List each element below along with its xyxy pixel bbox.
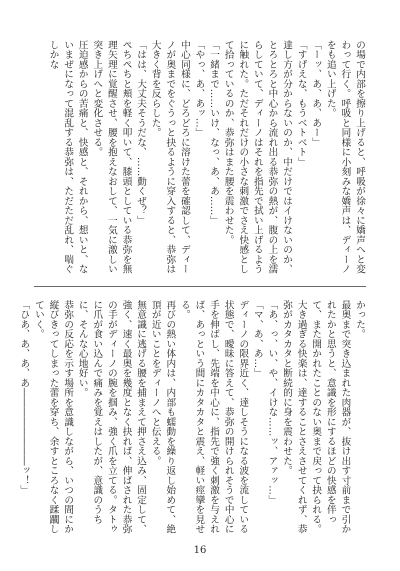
paragraph: 最奥まで突き込まれた肉器が、抜け出す寸前まで引かれたかと思うと、意識を形にするほどの快感を伴って、また開かれたことのない奥まで戻って抉られる。大き過ぎる快楽は、達することさえさせてくれず、恭弥がカタカタと断続的に身を震わせた。	[281, 300, 351, 534]
paragraph: ぺちぺちと頬を軽く叩いて、膝頭としている恭弥を無理矢理に覚醒させ、腰を抱えなおして、一気に激しい突き上げへと変化させる。	[91, 40, 132, 274]
paragraph: かった。	[354, 300, 365, 339]
page-number: 16	[193, 545, 207, 556]
text-block-bottom	[18, 300, 366, 538]
dialogue-line: 「やっ、あ、あッ…」	[193, 40, 205, 138]
dialogue-line: 「マ、あ、あ…」	[251, 300, 263, 378]
dialogue-line: 「ひあ、あ、あ、あ――――――――ッ！」	[18, 300, 30, 495]
dialogue-line: 「一緒まで……いけ、なっ、あ、あ……」	[208, 40, 220, 226]
dialogue-line: 「あ、っ、い、や、イけな……ッ、アァッ…」	[266, 300, 278, 505]
paragraph: 無意識に逃げる腰を捕まえて押さえ込み、固定して、強く、速く最奥を幾度となく抉れば、伸ばされた恭弥の手がディーノの腕を掴み、強く爪を立てる。タトゥに爪が食い込んで痛みを覚えはしたが、意識のうちに、そんな心地好い。	[76, 300, 147, 534]
dialogue-line: 「すげえな、もうベトベト」	[295, 40, 307, 167]
paragraph: ディーノの限界近く、達しそうになる波を流している状態で、曖昧に答えて、恭弥の開けられそうで中心に手を伸ばし、先端を中心に、指先で強く刺激を与えれば、あっという間にカタカタと震え、軽い痙攣を見せる。	[178, 300, 249, 534]
paragraph: 達し方が分からないのか、中だけではイけないのか、とろとろと中心から流れ出る恭弥の熱が、腹の上を濡らしていて、ディーノはそれを指先で拭い上げるように触れた。ただそれだけの小さな刺激でさえ快感として拾っているのか、恭弥はまた腰を震わせた。	[222, 40, 293, 274]
paragraph: の場で内部を擦り上げると、呼吸が徐々に嬌声へと変わって行く。呼吸と同様に小刻みな嬌声は、ディーノをも追い上げた。	[324, 40, 365, 274]
paragraph: 圧迫感からの苦痛と、快感と、それから、想いと、ないまぜになって混乱する恭弥は、ただただ乱れ、喘ぐしかな	[47, 40, 88, 274]
text-block-top	[34, 40, 366, 276]
paragraph: 再びの熱い体内は、内部も蠕動を繰り返し始めて、絶頂が近いことをディーノへと伝える。	[149, 300, 176, 534]
dialogue-line: 「はは、大丈夫そうだな、……動くぜ？」	[135, 40, 147, 226]
paragraph: 恭弥の反応を示す場所を意識しながら、いつの間にか縦びきってしまった蕾を穿ち、余すところなく蹂躙していく。	[32, 300, 74, 534]
dialogue-line: 「ーッ、あ、あ、あー」	[310, 40, 322, 148]
paragraph: 中心同様に、どろどろに溶けた蕾を確認して、ディーノが奥までをぐうっと抉るように穿入すると、恭弥は大きく背を反らした。	[149, 40, 190, 274]
section-divider	[34, 286, 366, 287]
